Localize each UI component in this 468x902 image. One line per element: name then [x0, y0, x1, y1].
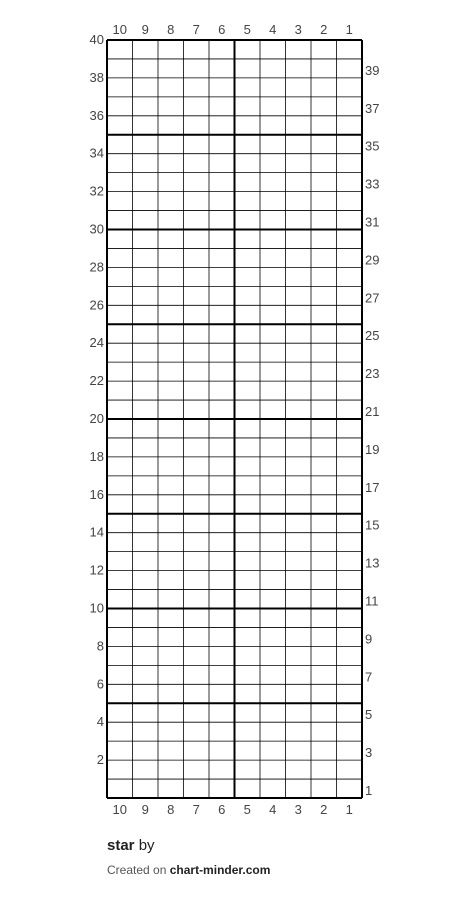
site-link[interactable]: chart-minder.com	[169, 863, 271, 877]
row-number-right: 17	[365, 479, 380, 495]
row-number-left: 4	[96, 714, 104, 730]
bottom-column-labels	[113, 802, 353, 817]
column-number-top: 8	[167, 22, 175, 37]
created-on-line	[107, 863, 270, 877]
row-number-left: 14	[89, 524, 104, 540]
row-number-left: 2	[96, 752, 104, 768]
row-number-right: 11	[365, 593, 379, 609]
row-number-left: 12	[89, 562, 104, 578]
right-row-labels	[365, 63, 379, 798]
row-number-right: 23	[365, 366, 380, 382]
row-number-left: 32	[89, 183, 104, 199]
row-number-left: 26	[89, 297, 104, 313]
top-column-labels	[113, 22, 353, 37]
column-number-bottom: 6	[218, 802, 226, 817]
row-number-right: 9	[365, 631, 373, 647]
row-number-right: 35	[365, 138, 380, 154]
column-number-bottom: 3	[294, 802, 302, 817]
row-number-right: 21	[365, 404, 380, 419]
row-number-right: 13	[365, 555, 380, 571]
column-number-top: 6	[218, 22, 226, 37]
left-row-labels	[90, 32, 104, 767]
column-number-bottom: 4	[269, 802, 277, 817]
row-number-left: 16	[89, 486, 104, 502]
created-on-label: Created on	[107, 863, 167, 877]
row-number-right: 39	[365, 62, 380, 78]
pattern-title-line	[107, 837, 155, 854]
column-number-top: 2	[320, 22, 328, 37]
column-number-bottom: 8	[167, 802, 175, 817]
row-number-left: 10	[89, 600, 104, 616]
row-number-left: 38	[89, 69, 104, 85]
row-number-right: 33	[365, 176, 380, 192]
row-number-right: 19	[365, 441, 380, 457]
column-number-bottom: 9	[141, 802, 149, 817]
row-number-left: 20	[89, 411, 104, 426]
row-number-left: 36	[89, 107, 104, 123]
column-number-top: 4	[269, 22, 277, 37]
author-by-label: by	[138, 837, 155, 854]
row-number-right: 25	[365, 328, 380, 344]
column-number-bottom: 1	[345, 802, 353, 817]
column-number-top: 3	[294, 22, 302, 37]
row-number-right: 27	[365, 290, 380, 306]
column-number-top: 7	[192, 22, 200, 37]
row-number-right: 37	[365, 100, 380, 116]
row-number-left: 24	[89, 335, 104, 351]
row-number-left: 40	[89, 32, 104, 47]
grid-lines	[107, 40, 362, 798]
pattern-name: star	[107, 837, 135, 854]
row-number-left: 22	[89, 373, 104, 389]
row-number-right: 29	[365, 252, 380, 268]
column-number-top: 1	[345, 22, 353, 37]
column-number-bottom: 7	[192, 802, 200, 817]
column-number-top: 5	[243, 22, 251, 37]
row-number-right: 5	[365, 707, 373, 723]
row-number-right: 7	[365, 669, 373, 685]
column-number-top: 10	[112, 22, 127, 37]
row-number-left: 18	[89, 448, 104, 464]
column-number-bottom: 5	[243, 802, 251, 817]
row-number-left: 28	[89, 259, 104, 275]
row-number-right: 3	[365, 745, 373, 761]
row-number-left: 8	[96, 638, 104, 654]
column-number-top: 9	[141, 22, 149, 37]
column-number-bottom: 10	[112, 802, 127, 817]
row-number-left: 34	[89, 145, 104, 161]
column-number-bottom: 2	[320, 802, 328, 817]
row-number-left: 30	[89, 221, 104, 237]
row-number-right: 31	[365, 214, 380, 230]
row-number-left: 6	[96, 676, 104, 692]
row-number-right: 1	[365, 783, 373, 798]
row-number-right: 15	[365, 517, 380, 533]
